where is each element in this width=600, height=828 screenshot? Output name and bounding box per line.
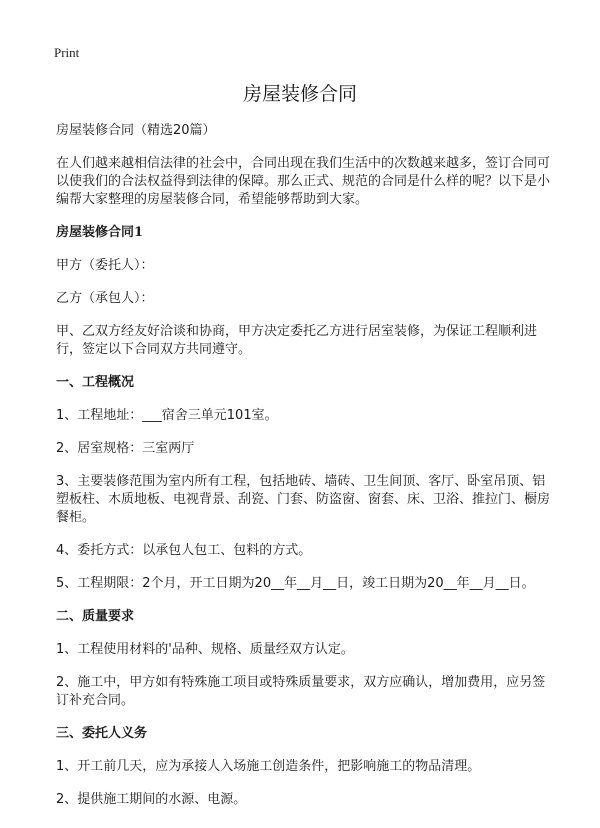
clause-1-2: 2、居室规格：三室两厅	[56, 441, 195, 456]
heading-project-overview: 一、工程概况	[56, 375, 135, 390]
clause-1-1: 1、工程地址：___宿舍三单元101室。	[56, 408, 278, 423]
intro-paragraph: 在人们越来越相信法律的社会中，合同出现在我们生活中的次数越来越多，签订合同可以使我们的合法权益得到法律的保障。那么正式、规范的合同是什么样的呢？以下是小编帮大家整理的房屋装修合同，希望能够帮助到大家。	[56, 156, 551, 207]
agreement-paragraph: 甲、乙双方经友好洽谈和协商，甲方决定委托乙方进行居室装修，为保证工程顺利进行，签定以下合同双方共同遵守。	[56, 324, 538, 357]
clause-3-2: 2、提供施工期间的水源、电源。	[56, 792, 247, 807]
clause-2-2: 2、施工中，甲方如有特殊施工项目或特殊质量要求，双方应确认，增加费用，应另签订补充合同。	[56, 675, 546, 708]
clause-1-4: 4、委托方式：以承包人包工、包料的方式。	[56, 543, 312, 558]
page-title: 房屋装修合同	[242, 83, 357, 105]
heading-client-obligations: 三、委托人义务	[56, 726, 148, 741]
section-heading-contract-1: 房屋装修合同1	[56, 225, 144, 240]
clause-1-5: 5、工程期限：2个月，开工日期为20__年__月__日，竣工日期为20__年__月__日。	[56, 576, 535, 591]
document-subtitle: 房屋装修合同（精选20篇）	[56, 123, 216, 138]
party-b-line: 乙方（承包人）：	[56, 291, 154, 306]
document-body	[56, 122, 550, 824]
heading-quality-requirements: 二、质量要求	[56, 609, 135, 624]
clause-1-3: 3、主要装修范围为室内所有工程，包括地砖、墙砖、卫生间顶、客厅、卧室吊顶、铝塑板柱、木质地板、电视背景、刮瓷、门套、防盗窗、窗套、床、卫浴、推拉门、橱房餐柜。	[56, 474, 551, 525]
clause-2-1: 1、工程使用材料的'品种、规格、质量经双方认定。	[56, 642, 354, 657]
print-link[interactable]: Print	[54, 45, 80, 60]
party-a-line: 甲方（委托人）：	[56, 258, 154, 273]
clause-3-1: 1、开工前几天，应为承接人入场施工创造条件，把影响施工的物品清理。	[56, 759, 481, 774]
